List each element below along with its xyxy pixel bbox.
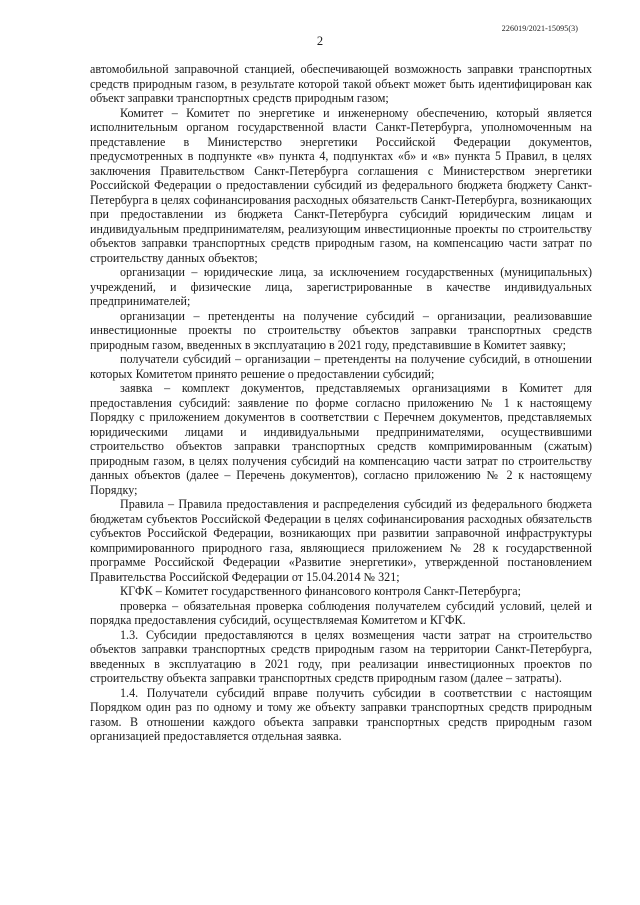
paragraph-applicants-definition: организации – претенденты на получение субсидий – организации, реализовавшие инвестиционные проекты по строительству объектов заправки транспортных средств природным газом, введенных в эксплуатацию в 2021 году, представившие в Комитет заявку; xyxy=(90,308,592,352)
paragraph-clause-1-4: 1.4. Получатели субсидий вправе получить субсидии в соответствии с настоящим Порядком один раз по одному и тому же объекту заправки транспортных средств природным газом. В отношении каждого объекта заправки транспортных средств природным газом организацией предоставляется отдельная заявка. xyxy=(90,685,592,743)
page-number: 2 xyxy=(316,34,324,48)
document-body xyxy=(90,62,592,744)
document-code: 226019/2021-15095(3) xyxy=(501,24,578,33)
paragraph-committee-definition: Комитет – Комитет по энергетике и инженерному обеспечению, который является исполнительным органом государственной власти Санкт-Петербурга, уполномоченным на представление в Министерство энергетики Российской Федерации документов, предусмотренных в подпункте «в» пункта 4, подпунктах «б» и «в» пункта 5 Правил, в целях заключения Правительством Санкт-Петербурга соглашения с Министерством энергетики Российской Федерации о предоставлении субсидий из федерального бюджета бюджету Санкт-Петербурга в целях софинансирования расходных обязательств Санкт-Петербурга, возникающих при предоставлении из бюджета Санкт-Петербурга субсидий юридическим лицам и индивидуальным предпринимателям, реализующим инвестиционные проекты по строительству объектов заправки транспортных средств природным газом, на компенсацию части затрат по строительству данных объектов; xyxy=(90,105,592,265)
paragraph-application-definition: заявка – комплект документов, представляемых организациями в Комитет для предоставления субсидий: заявление по форме согласно приложению № 1 к настоящему Порядку с приложением документов в соответствии с Перечнем документов, представляемых юридическими лицами и индивидуальными предпринимателями, осуществившими строительство объектов заправки транспортных средств компримированным (сжатым) природным газом, в целях получения субсидий на компенсацию части затрат по строительству данных объектов (далее – Перечень документов), согласно приложению № 2 к настоящему Порядку; xyxy=(90,381,592,497)
paragraph-kgfk-definition: КГФК – Комитет государственного финансового контроля Санкт-Петербурга; xyxy=(120,584,522,598)
paragraph-continuation: автомобильной заправочной станцией, обеспечивающей возможность заправки транспортных средств природным газом, в результате которой такой объект может быть идентифицирован как объект заправки транспортных средств природным газом; xyxy=(90,62,592,105)
paragraph-inspection-definition: проверка – обязательная проверка соблюдения получателем субсидий условий, целей и порядка предоставления субсидий, осуществляемая Комитетом и КГФК. xyxy=(90,598,592,627)
paragraph-rules-definition: Правила – Правила предоставления и распределения субсидий из федерального бюджета бюджетам субъектов Российской Федерации в целях софинансирования расходных обязательств субъектов Российской Федерации, возникающих при развитии заправочной инфраструктуры компримированного природного газа, являющиеся приложением № 28 к государственной программе Российской Федерации «Развитие энергетики», утвержденной постановлением Правительства Российской Федерации от 15.04.2014 № 321; xyxy=(90,497,592,584)
paragraph-clause-1-3: 1.3. Субсидии предоставляются в целях возмещения части затрат на строительство объектов заправки транспортных средств природным газом на территории Санкт-Петербурга, введенных в эксплуатацию в 2021 году, при реализации инвестиционных проектов по строительству объекта заправки транспортных средств природным газом (далее – затраты). xyxy=(90,627,592,685)
paragraph-organizations-definition: организации – юридические лица, за исключением государственных (муниципальных) учреждений, и физические лица, зарегистрированные в качестве индивидуальных предпринимателей; xyxy=(90,265,592,308)
paragraph-recipients-definition: получатели субсидий – организации – претенденты на получение субсидий, в отношении которых Комитетом принято решение о предоставлении субсидий; xyxy=(90,352,592,381)
